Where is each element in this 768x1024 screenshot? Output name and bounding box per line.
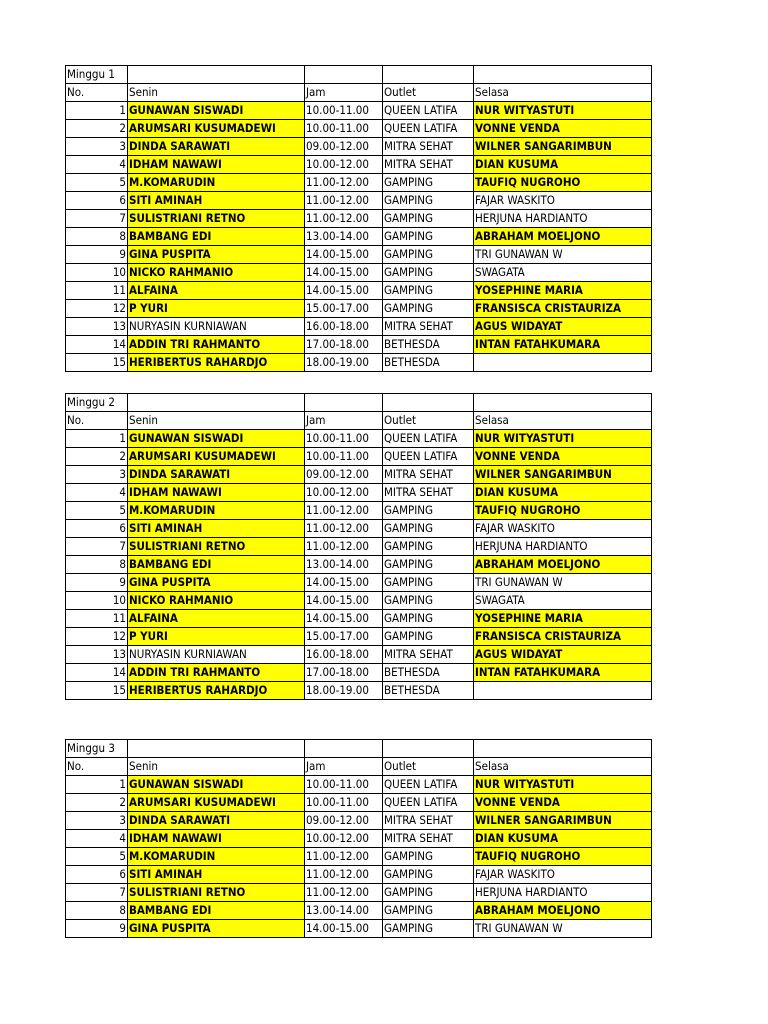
empty-cell (305, 394, 383, 412)
selasa-name: INTAN FATAHKUMARA (474, 664, 652, 682)
jam-time: 11.00-12.00 (305, 884, 383, 902)
outlet-name: GAMPING (383, 282, 474, 300)
outlet-name: GAMPING (383, 520, 474, 538)
senin-name: IDHAM NAWAWI (128, 484, 305, 502)
table-row (66, 174, 652, 192)
selasa-name (474, 682, 652, 700)
table-row (66, 138, 652, 156)
empty-cell (383, 66, 474, 84)
row-number: 5 (66, 174, 128, 192)
row-number: 6 (66, 520, 128, 538)
table-row (66, 448, 652, 466)
row-number: 8 (66, 228, 128, 246)
senin-name: NURYASIN KURNIAWAN (128, 646, 305, 664)
jam-time: 11.00-12.00 (305, 502, 383, 520)
table-row (66, 502, 652, 520)
week-title-row (66, 740, 652, 758)
selasa-name: TAUFIQ NUGROHO (474, 502, 652, 520)
jam-time: 10.00-11.00 (305, 102, 383, 120)
column-header-no: No. (66, 758, 128, 776)
table-row (66, 210, 652, 228)
row-number: 10 (66, 592, 128, 610)
header-row (66, 758, 652, 776)
selasa-name: NUR WITYASTUTI (474, 102, 652, 120)
jam-time: 10.00-11.00 (305, 776, 383, 794)
jam-time: 10.00-11.00 (305, 120, 383, 138)
outlet-name: GAMPING (383, 884, 474, 902)
senin-name: P YURI (128, 628, 305, 646)
selasa-name: HERJUNA HARDIANTO (474, 884, 652, 902)
column-header-jam: Jam (305, 412, 383, 430)
selasa-name: TRI GUNAWAN W (474, 574, 652, 592)
outlet-name: GAMPING (383, 174, 474, 192)
outlet-name: MITRA SEHAT (383, 318, 474, 336)
jam-time: 16.00-18.00 (305, 646, 383, 664)
jam-time: 09.00-12.00 (305, 466, 383, 484)
row-number: 13 (66, 318, 128, 336)
jam-time: 14.00-15.00 (305, 282, 383, 300)
senin-name: DINDA SARAWATI (128, 812, 305, 830)
column-header-selasa: Selasa (474, 412, 652, 430)
outlet-name: BETHESDA (383, 336, 474, 354)
jam-time: 14.00-15.00 (305, 592, 383, 610)
column-header-outlet: Outlet (383, 84, 474, 102)
row-number: 3 (66, 466, 128, 484)
schedule-table (65, 65, 652, 372)
row-number: 7 (66, 884, 128, 902)
selasa-name: VONNE VENDA (474, 794, 652, 812)
senin-name: SULISTRIANI RETNO (128, 210, 305, 228)
selasa-name: HERJUNA HARDIANTO (474, 210, 652, 228)
selasa-name: ABRAHAM MOELJONO (474, 902, 652, 920)
jam-time: 14.00-15.00 (305, 920, 383, 938)
table-row (66, 776, 652, 794)
outlet-name: MITRA SEHAT (383, 646, 474, 664)
jam-time: 10.00-11.00 (305, 430, 383, 448)
selasa-name: TRI GUNAWAN W (474, 246, 652, 264)
outlet-name: QUEEN LATIFA (383, 776, 474, 794)
outlet-name: GAMPING (383, 228, 474, 246)
outlet-name: GAMPING (383, 920, 474, 938)
outlet-name: QUEEN LATIFA (383, 120, 474, 138)
row-number: 1 (66, 102, 128, 120)
column-header-senin: Senin (128, 84, 305, 102)
selasa-name: WILNER SANGARIMBUN (474, 138, 652, 156)
senin-name: GUNAWAN SISWADI (128, 102, 305, 120)
outlet-name: GAMPING (383, 538, 474, 556)
selasa-name: ABRAHAM MOELJONO (474, 228, 652, 246)
senin-name: M.KOMARUDIN (128, 502, 305, 520)
senin-name: ADDIN TRI RAHMANTO (128, 664, 305, 682)
jam-time: 11.00-12.00 (305, 520, 383, 538)
table-row (66, 300, 652, 318)
outlet-name: MITRA SEHAT (383, 812, 474, 830)
jam-time: 10.00-12.00 (305, 484, 383, 502)
senin-name: HERIBERTUS RAHARDJO (128, 354, 305, 372)
selasa-name: HERJUNA HARDIANTO (474, 538, 652, 556)
senin-name: SITI AMINAH (128, 520, 305, 538)
jam-time: 13.00-14.00 (305, 902, 383, 920)
table-row (66, 682, 652, 700)
table-row (66, 102, 652, 120)
selasa-name: TRI GUNAWAN W (474, 920, 652, 938)
column-header-no: No. (66, 84, 128, 102)
column-header-selasa: Selasa (474, 758, 652, 776)
senin-name: ADDIN TRI RAHMANTO (128, 336, 305, 354)
selasa-name: VONNE VENDA (474, 120, 652, 138)
table-row (66, 246, 652, 264)
selasa-name: FAJAR WASKITO (474, 866, 652, 884)
jam-time: 13.00-14.00 (305, 556, 383, 574)
jam-time: 18.00-19.00 (305, 354, 383, 372)
outlet-name: QUEEN LATIFA (383, 430, 474, 448)
jam-time: 09.00-12.00 (305, 812, 383, 830)
selasa-name: FAJAR WASKITO (474, 192, 652, 210)
row-number: 2 (66, 794, 128, 812)
selasa-name: AGUS WIDAYAT (474, 318, 652, 336)
table-row (66, 484, 652, 502)
week-title-row (66, 66, 652, 84)
schedule-table (65, 739, 652, 938)
column-header-jam: Jam (305, 758, 383, 776)
outlet-name: GAMPING (383, 210, 474, 228)
column-header-outlet: Outlet (383, 412, 474, 430)
outlet-name: BETHESDA (383, 354, 474, 372)
senin-name: DINDA SARAWATI (128, 466, 305, 484)
week-title: Minggu 1 (66, 66, 128, 84)
table-row (66, 902, 652, 920)
table-row (66, 120, 652, 138)
empty-cell (474, 740, 652, 758)
empty-cell (128, 66, 305, 84)
jam-time: 14.00-15.00 (305, 610, 383, 628)
table-row (66, 574, 652, 592)
row-number: 1 (66, 776, 128, 794)
jam-time: 14.00-15.00 (305, 246, 383, 264)
selasa-name: SWAGATA (474, 592, 652, 610)
senin-name: NICKO RAHMANIO (128, 264, 305, 282)
table-row (66, 610, 652, 628)
senin-name: HERIBERTUS RAHARDJO (128, 682, 305, 700)
row-number: 15 (66, 354, 128, 372)
selasa-name: NUR WITYASTUTI (474, 776, 652, 794)
row-number: 14 (66, 336, 128, 354)
row-number: 6 (66, 192, 128, 210)
senin-name: GUNAWAN SISWADI (128, 776, 305, 794)
senin-name: ALFAINA (128, 610, 305, 628)
selasa-name: NUR WITYASTUTI (474, 430, 652, 448)
empty-cell (305, 740, 383, 758)
table-row (66, 830, 652, 848)
outlet-name: GAMPING (383, 192, 474, 210)
senin-name: M.KOMARUDIN (128, 174, 305, 192)
senin-name: GUNAWAN SISWADI (128, 430, 305, 448)
senin-name: BAMBANG EDI (128, 902, 305, 920)
header-row (66, 84, 652, 102)
column-header-senin: Senin (128, 758, 305, 776)
table-row (66, 628, 652, 646)
jam-time: 11.00-12.00 (305, 538, 383, 556)
row-number: 11 (66, 282, 128, 300)
senin-name: P YURI (128, 300, 305, 318)
senin-name: IDHAM NAWAWI (128, 156, 305, 174)
senin-name: NICKO RAHMANIO (128, 592, 305, 610)
table-row (66, 264, 652, 282)
jam-time: 15.00-17.00 (305, 628, 383, 646)
selasa-name: DIAN KUSUMA (474, 484, 652, 502)
outlet-name: GAMPING (383, 556, 474, 574)
outlet-name: GAMPING (383, 300, 474, 318)
outlet-name: MITRA SEHAT (383, 466, 474, 484)
selasa-name: ABRAHAM MOELJONO (474, 556, 652, 574)
senin-name: SITI AMINAH (128, 192, 305, 210)
empty-cell (474, 66, 652, 84)
table-row (66, 920, 652, 938)
row-number: 8 (66, 902, 128, 920)
jam-time: 14.00-15.00 (305, 264, 383, 282)
outlet-name: GAMPING (383, 502, 474, 520)
row-number: 9 (66, 920, 128, 938)
jam-time: 17.00-18.00 (305, 664, 383, 682)
jam-time: 18.00-19.00 (305, 682, 383, 700)
table-row (66, 520, 652, 538)
senin-name: DINDA SARAWATI (128, 138, 305, 156)
jam-time: 16.00-18.00 (305, 318, 383, 336)
row-number: 8 (66, 556, 128, 574)
outlet-name: GAMPING (383, 246, 474, 264)
outlet-name: GAMPING (383, 264, 474, 282)
outlet-name: GAMPING (383, 592, 474, 610)
selasa-name: DIAN KUSUMA (474, 156, 652, 174)
week-title-row (66, 394, 652, 412)
jam-time: 10.00-11.00 (305, 794, 383, 812)
selasa-name: DIAN KUSUMA (474, 830, 652, 848)
selasa-name: TAUFIQ NUGROHO (474, 174, 652, 192)
senin-name: SULISTRIANI RETNO (128, 538, 305, 556)
row-number: 7 (66, 210, 128, 228)
table-row (66, 794, 652, 812)
row-number: 4 (66, 830, 128, 848)
selasa-name: TAUFIQ NUGROHO (474, 848, 652, 866)
row-number: 11 (66, 610, 128, 628)
senin-name: SULISTRIANI RETNO (128, 884, 305, 902)
jam-time: 09.00-12.00 (305, 138, 383, 156)
schedule-week-1 (65, 65, 651, 372)
jam-time: 11.00-12.00 (305, 848, 383, 866)
table-row (66, 884, 652, 902)
outlet-name: GAMPING (383, 848, 474, 866)
outlet-name: GAMPING (383, 574, 474, 592)
senin-name: ARUMSARI KUSUMADEWI (128, 794, 305, 812)
column-header-jam: Jam (305, 84, 383, 102)
empty-cell (128, 394, 305, 412)
outlet-name: BETHESDA (383, 664, 474, 682)
outlet-name: MITRA SEHAT (383, 156, 474, 174)
senin-name: GINA PUSPITA (128, 246, 305, 264)
row-number: 9 (66, 246, 128, 264)
row-number: 5 (66, 502, 128, 520)
outlet-name: QUEEN LATIFA (383, 448, 474, 466)
senin-name: NURYASIN KURNIAWAN (128, 318, 305, 336)
row-number: 6 (66, 866, 128, 884)
senin-name: GINA PUSPITA (128, 920, 305, 938)
row-number: 7 (66, 538, 128, 556)
column-header-no: No. (66, 412, 128, 430)
table-row (66, 430, 652, 448)
table-row (66, 228, 652, 246)
selasa-name: VONNE VENDA (474, 448, 652, 466)
column-header-outlet: Outlet (383, 758, 474, 776)
table-row (66, 664, 652, 682)
senin-name: BAMBANG EDI (128, 556, 305, 574)
senin-name: GINA PUSPITA (128, 574, 305, 592)
senin-name: ALFAINA (128, 282, 305, 300)
selasa-name: WILNER SANGARIMBUN (474, 466, 652, 484)
row-number: 9 (66, 574, 128, 592)
table-row (66, 156, 652, 174)
table-row (66, 354, 652, 372)
selasa-name: AGUS WIDAYAT (474, 646, 652, 664)
table-row (66, 848, 652, 866)
jam-time: 11.00-12.00 (305, 866, 383, 884)
empty-cell (474, 394, 652, 412)
row-number: 10 (66, 264, 128, 282)
table-row (66, 336, 652, 354)
selasa-name: SWAGATA (474, 264, 652, 282)
schedule-week-2 (65, 393, 651, 700)
outlet-name: GAMPING (383, 610, 474, 628)
empty-cell (383, 740, 474, 758)
row-number: 2 (66, 120, 128, 138)
outlet-name: GAMPING (383, 902, 474, 920)
jam-time: 17.00-18.00 (305, 336, 383, 354)
week-title: Minggu 2 (66, 394, 128, 412)
jam-time: 10.00-12.00 (305, 830, 383, 848)
outlet-name: QUEEN LATIFA (383, 102, 474, 120)
outlet-name: QUEEN LATIFA (383, 794, 474, 812)
row-number: 3 (66, 138, 128, 156)
column-header-selasa: Selasa (474, 84, 652, 102)
table-row (66, 646, 652, 664)
week-title: Minggu 3 (66, 740, 128, 758)
column-header-senin: Senin (128, 412, 305, 430)
row-number: 5 (66, 848, 128, 866)
senin-name: M.KOMARUDIN (128, 848, 305, 866)
table-row (66, 866, 652, 884)
schedule-table (65, 393, 652, 700)
jam-time: 11.00-12.00 (305, 192, 383, 210)
table-row (66, 556, 652, 574)
selasa-name (474, 354, 652, 372)
selasa-name: WILNER SANGARIMBUN (474, 812, 652, 830)
senin-name: BAMBANG EDI (128, 228, 305, 246)
empty-cell (383, 394, 474, 412)
row-number: 15 (66, 682, 128, 700)
jam-time: 11.00-12.00 (305, 210, 383, 228)
table-row (66, 812, 652, 830)
outlet-name: GAMPING (383, 628, 474, 646)
table-row (66, 538, 652, 556)
row-number: 4 (66, 484, 128, 502)
row-number: 12 (66, 300, 128, 318)
schedule-week-3 (65, 739, 651, 938)
table-row (66, 318, 652, 336)
outlet-name: MITRA SEHAT (383, 830, 474, 848)
selasa-name: YOSEPHINE MARIA (474, 610, 652, 628)
jam-time: 11.00-12.00 (305, 174, 383, 192)
table-row (66, 282, 652, 300)
row-number: 12 (66, 628, 128, 646)
outlet-name: MITRA SEHAT (383, 138, 474, 156)
senin-name: IDHAM NAWAWI (128, 830, 305, 848)
senin-name: SITI AMINAH (128, 866, 305, 884)
selasa-name: INTAN FATAHKUMARA (474, 336, 652, 354)
selasa-name: FRANSISCA CRISTAURIZA (474, 300, 652, 318)
senin-name: ARUMSARI KUSUMADEWI (128, 448, 305, 466)
header-row (66, 412, 652, 430)
row-number: 3 (66, 812, 128, 830)
selasa-name: YOSEPHINE MARIA (474, 282, 652, 300)
outlet-name: BETHESDA (383, 682, 474, 700)
row-number: 4 (66, 156, 128, 174)
table-row (66, 466, 652, 484)
row-number: 14 (66, 664, 128, 682)
outlet-name: MITRA SEHAT (383, 484, 474, 502)
selasa-name: FRANSISCA CRISTAURIZA (474, 628, 652, 646)
senin-name: ARUMSARI KUSUMADEWI (128, 120, 305, 138)
empty-cell (305, 66, 383, 84)
jam-time: 10.00-11.00 (305, 448, 383, 466)
jam-time: 15.00-17.00 (305, 300, 383, 318)
table-row (66, 592, 652, 610)
row-number: 2 (66, 448, 128, 466)
row-number: 1 (66, 430, 128, 448)
jam-time: 13.00-14.00 (305, 228, 383, 246)
jam-time: 14.00-15.00 (305, 574, 383, 592)
empty-cell (128, 740, 305, 758)
row-number: 13 (66, 646, 128, 664)
selasa-name: FAJAR WASKITO (474, 520, 652, 538)
jam-time: 10.00-12.00 (305, 156, 383, 174)
table-row (66, 192, 652, 210)
outlet-name: GAMPING (383, 866, 474, 884)
